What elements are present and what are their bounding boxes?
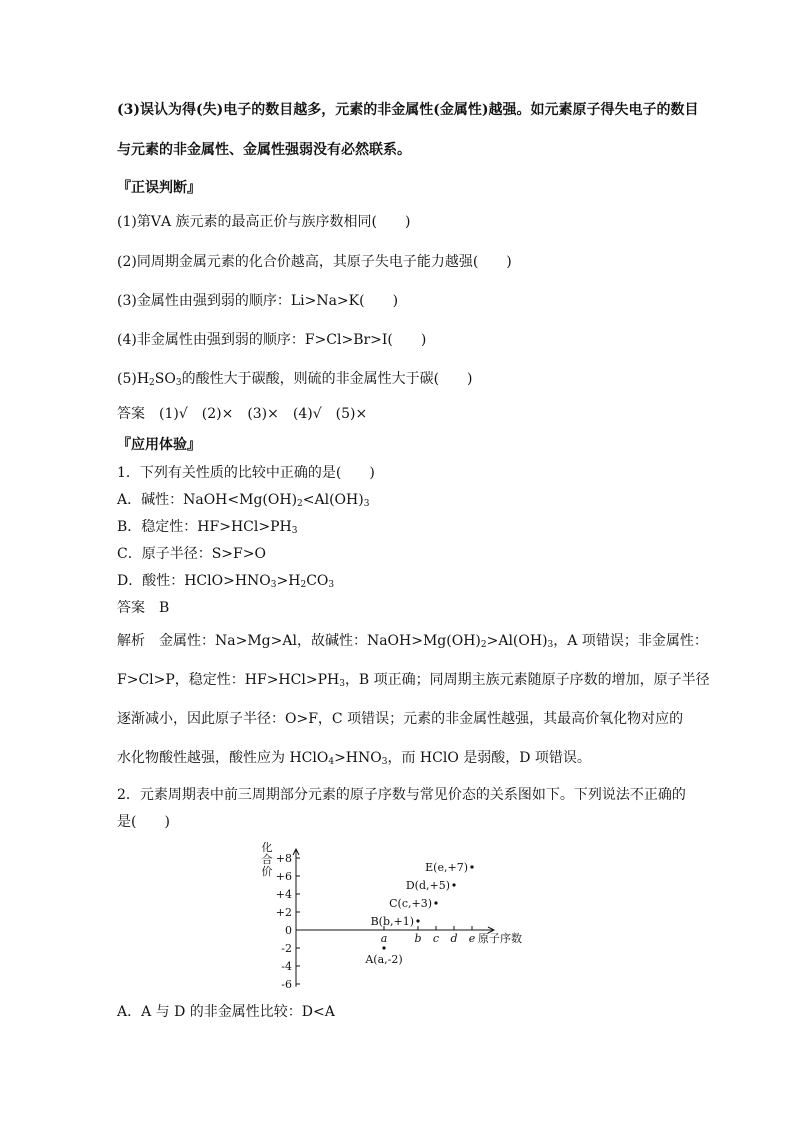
x-tick-label: b <box>414 932 422 945</box>
data-point-label: A(a,-2) <box>365 953 403 966</box>
data-point <box>382 946 385 949</box>
question-1: 1．下列有关性质的比较中正确的是( ) <box>117 465 375 481</box>
question-1-option-b: B．稳定性：$HF>HCl>PH_3$ <box>117 519 298 536</box>
question-2-line-1: 2．元素周期表中前三周期部分元素的原子序数与常见价态的关系图如下。下列说法不正确的 <box>117 787 686 803</box>
y-tick-label: +4 <box>275 888 292 901</box>
y-axis-label-char-1: 化 <box>261 841 273 854</box>
question-1-option-a: A．碱性：$NaOH<Mg(OH)_2<Al(OH)_3$ <box>117 492 370 509</box>
section-heading-yingyong: 『应用体验』 <box>117 437 201 453</box>
explanation-line-4: 水化物酸性越强，酸性应为 $HClO_4>HNO_3$，而 HClO 是弱酸，D 项错误。 <box>117 750 591 767</box>
y-tick-label: +2 <box>275 906 292 919</box>
answer-1: 答案 B <box>117 600 170 616</box>
data-point-label: C(c,+3) <box>389 897 432 910</box>
y-tick-label: -2 <box>281 942 292 955</box>
y-tick-label: 0 <box>285 924 292 937</box>
data-point <box>416 919 419 922</box>
y-tick-label: +8 <box>275 852 292 865</box>
judgement-2: (2)同周期金属元素的化合价越高，其原子失电子能力越强( ) <box>117 254 512 270</box>
question-1-option-d: D．酸性：$HClO>HNO_3>H_2CO_3$ <box>117 573 335 590</box>
x-tick-label: e <box>468 932 476 945</box>
data-point <box>434 901 437 904</box>
question-2-line-2: 是( ) <box>117 814 170 830</box>
question-1-option-c: C．原子半径：S>F>O <box>117 546 266 562</box>
judgement-4: (4)非金属性由强到弱的顺序：F>Cl>Br>I( ) <box>117 332 427 348</box>
judgement-3: (3)金属性由强到弱的顺序：Li>Na>K( ) <box>117 293 399 309</box>
data-point-label: B(b,+1) <box>370 915 414 928</box>
answer-judgement: 答案 (1)√ (2)× (3)× (4)√ (5)× <box>117 406 368 422</box>
data-point <box>470 865 473 868</box>
judgement-5: $(5)H_2SO_3$的酸性大于碳酸，则硫的非金属性大于碳( ) <box>117 371 473 388</box>
y-axis-label <box>262 840 273 878</box>
explanation-line-3: 逐渐减小，因此原子半径：O>F，C 项错误；元素的非金属性越强，其最高价氧化物对应的 <box>117 711 684 727</box>
x-tick-label: d <box>450 932 458 945</box>
paragraph-3-line-1: (3)误认为得(失)电子的数目越多，元素的非金属性(金属性)越强。如元素原子得失电子的数目 <box>117 102 699 118</box>
x-tick-label: a <box>380 932 388 945</box>
question-2-option-a: A．A 与 D 的非金属性比较：D<A <box>117 1004 335 1020</box>
y-axis-label-char-2: 合 <box>261 853 273 866</box>
paragraph-3-line-2: 与元素的非金属性、金属性强弱没有必然联系。 <box>117 142 411 158</box>
valence-chart <box>255 836 522 996</box>
y-tick-label: -4 <box>281 960 292 973</box>
judgement-1: (1)第ⅤA 族元素的最高正价与族序数相同( ) <box>117 214 411 230</box>
y-tick-label: -6 <box>281 978 292 991</box>
section-heading-zhengwu: 『正误判断』 <box>117 180 201 196</box>
x-tick-label: c <box>432 932 440 945</box>
x-axis-label: 原子序数 <box>478 932 522 945</box>
explanation-line-1: 解析 金属性：Na>Mg>Al，故碱性：$NaOH>Mg(OH)_2>Al(OH)_3$，A 项错误；非金属性： <box>117 633 708 650</box>
data-point <box>452 883 455 886</box>
data-points <box>364 861 473 966</box>
explanation-line-2: F>Cl>P，稳定性：$HF>HCl>PH_3$，B 项正确；同周期主族元素随原子序数的增加，原子半径 <box>117 672 710 689</box>
y-axis-label-char-3: 价 <box>261 865 273 878</box>
y-tick-label: +6 <box>275 870 292 883</box>
data-point-label: E(e,+7) <box>425 861 468 874</box>
data-point-label: D(d,+5) <box>405 879 450 892</box>
